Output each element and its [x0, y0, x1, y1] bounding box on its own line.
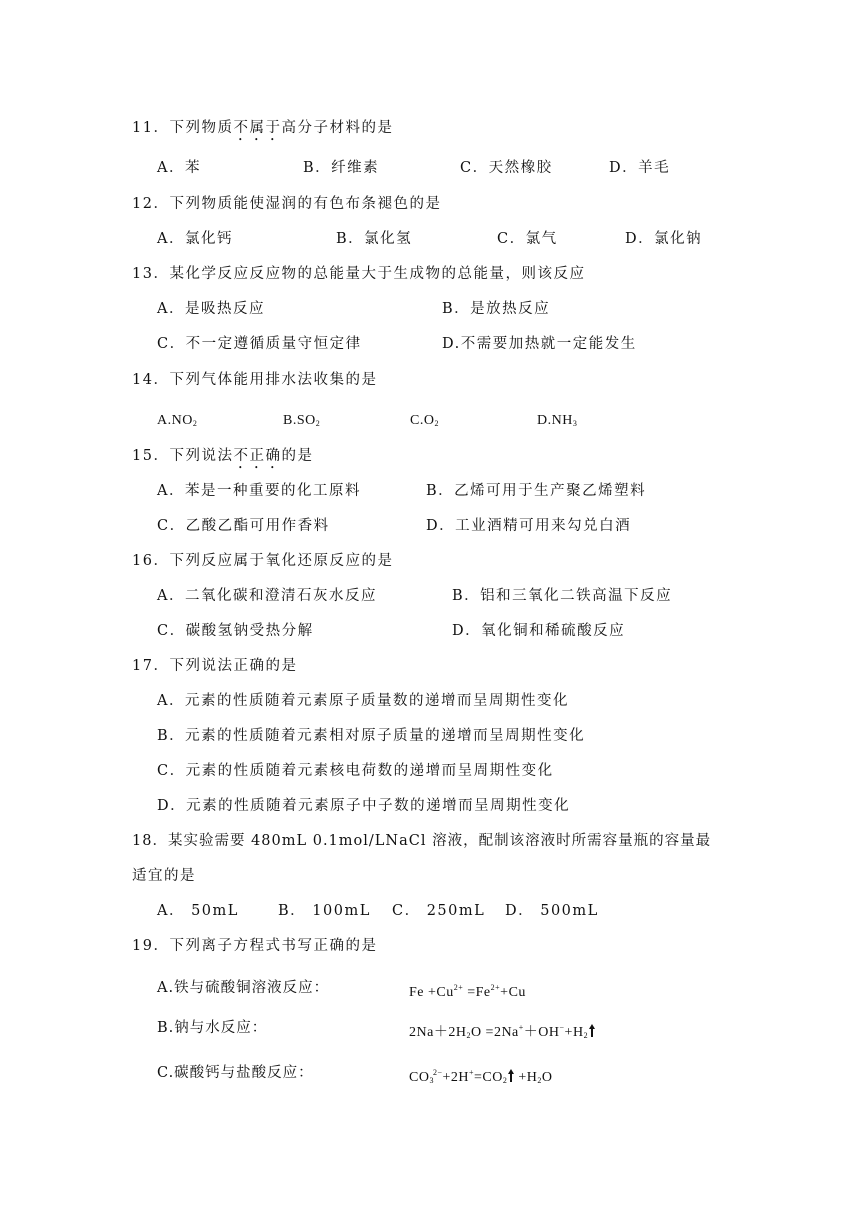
question-12-stem: 12．下列物质能使湿润的有色布条褪色的是 — [132, 196, 442, 212]
q19-option-c-label: C.碳酸钙与盐酸反应： — [157, 1065, 314, 1081]
stem-text: 下列物质 — [169, 120, 234, 136]
q16-option-d: D．氧化铜和稀硫酸反应 — [452, 623, 626, 639]
q19-option-c-equation: $CO_3^{2-}+2H^+=CO_2 +H_2O$ — [409, 1068, 553, 1085]
q12-option-d: D．氯化钠 — [625, 231, 703, 247]
question-number: 11． — [132, 120, 170, 136]
q11-option-b: B．纤维素 — [303, 160, 380, 176]
q14-option-a: $A.NO_2$ — [157, 413, 198, 428]
question-16-stem: 16．下列反应属于氧化还原反应的是 — [132, 553, 394, 569]
q17-option-c: C．元素的性质随着元素核电荷数的递增而呈周期性变化 — [157, 763, 554, 779]
q13-option-b: B．是放热反应 — [442, 301, 551, 317]
q19-option-a-label: A.铁与硫酸铜溶液反应： — [157, 980, 330, 996]
stem-text: 的是 — [281, 448, 314, 464]
q17-option-d: D．元素的性质随着元素原子中子数的递增而呈周期性变化 — [157, 798, 571, 814]
gas-evolution-arrow-icon — [508, 1069, 514, 1082]
q18-option-a: A． 50mL — [157, 903, 239, 919]
q19-option-b-equation: $2Na+2H_2O =2Na^++OH^-+H_2$ — [409, 1018, 595, 1046]
q14-option-d: $D.NH_3$ — [537, 413, 578, 428]
q12-option-c: C．氯气 — [497, 231, 558, 247]
q15-option-a: A．苯是一种重要的化工原料 — [157, 483, 361, 499]
emphasized-text: 不正确 — [233, 448, 282, 464]
q18-option-d: D． 500mL — [505, 903, 599, 919]
question-11-stem — [132, 118, 393, 144]
q17-option-a: A．元素的性质随着元素原子质量数的递增而呈周期性变化 — [157, 693, 569, 709]
q15-option-d: D．工业酒精可用来勾兑白酒 — [426, 518, 632, 534]
q16-option-b: B．铝和三氧化二铁高温下反应 — [452, 588, 673, 604]
q15-option-c: C．乙酸乙酯可用作香料 — [157, 518, 330, 534]
question-number: 15． — [132, 448, 170, 464]
emphasized-text: 不属于 — [233, 120, 282, 136]
question-15-stem — [132, 446, 313, 472]
q11-option-d: D．羊毛 — [609, 160, 671, 176]
q13-option-a: A．是吸热反应 — [157, 301, 265, 317]
q18-option-b: B． 100mL — [278, 903, 371, 919]
question-17-stem: 17．下列说法正确的是 — [132, 658, 298, 674]
q12-option-b: B．氯化氢 — [336, 231, 413, 247]
q15-option-b: B．乙烯可用于生产聚乙烯塑料 — [426, 483, 647, 499]
gas-evolution-arrow-icon — [589, 1024, 595, 1037]
q13-option-d: D.不需要加热就一定能发生 — [442, 336, 637, 352]
q17-option-b: B．元素的性质随着元素相对原子质量的递增而呈周期性变化 — [157, 728, 586, 744]
question-13-stem: 13．某化学反应反应物的总能量大于生成物的总能量，则该反应 — [132, 266, 586, 282]
q19-option-a-equation: $Fe +Cu^{2+} =Fe^{2+}+Cu$ — [409, 983, 526, 1000]
q19-option-b-label: B.钠与水反应： — [157, 1020, 268, 1036]
q18-option-c: C． 250mL — [392, 903, 486, 919]
question-18-stem: 18．某实验需要 480mL 0.1mol/LNaCl 溶液，配制该溶液时所需容量瓶的容量最 — [132, 833, 712, 849]
stem-text: 下列说法 — [169, 448, 234, 464]
stem-text: 高分子材料的是 — [281, 120, 394, 136]
q13-option-c: C．不一定遵循质量守恒定律 — [157, 336, 362, 352]
q11-option-a: A．苯 — [157, 160, 201, 176]
q16-option-a: A．二氧化碳和澄清石灰水反应 — [157, 588, 377, 604]
question-14-stem: 14．下列气体能用排水法收集的是 — [132, 372, 378, 388]
q14-option-b: $B.SO_2$ — [283, 413, 321, 428]
q16-option-c: C．碳酸氢钠受热分解 — [157, 623, 314, 639]
q12-option-a: A．氯化钙 — [157, 231, 233, 247]
q14-option-c: $C.O_2$ — [410, 413, 439, 428]
question-18-stem-continued: 适宜的是 — [132, 868, 196, 884]
q11-option-c: C．天然橡胶 — [460, 160, 553, 176]
question-19-stem: 19．下列离子方程式书写正确的是 — [132, 938, 378, 954]
